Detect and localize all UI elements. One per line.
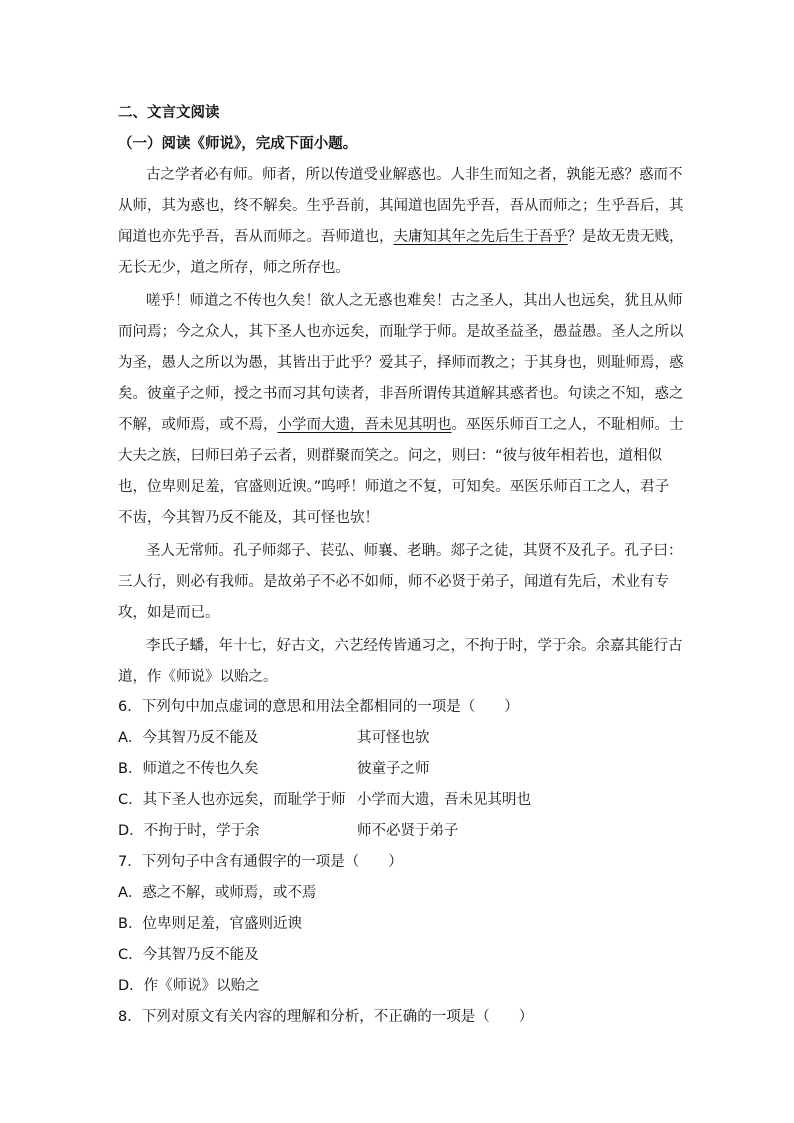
passage-line: 矣。彼童子之师，授之书而习其句读者，非吾所谓传其道解其惑者也。句读之不知，惑之 <box>118 386 684 402</box>
passage-line: 嗟乎！师道之不传也久矣！欲人之无惑也难矣！古之圣人，其出人也远矣，犹且从师 <box>146 293 683 309</box>
underlined-sentence: 夫庸知其年之先后生于吾乎 <box>393 229 568 245</box>
passage-text: 闻道也亦先乎吾，吾从而师之。吾师道也， <box>118 229 394 245</box>
subsection-title: （一）阅读《师说》，完成下面小题。 <box>118 136 358 152</box>
passage-line: 为圣，愚人之所以为愚，其皆出于此乎？爱其子，择师而教之；于其身也，则耻师焉，惑 <box>118 355 684 371</box>
passage-line: 无长无少，道之所存，师之所存也。 <box>118 260 350 276</box>
option-b: B．位卑则足羞，官盛则近谀 <box>118 916 302 932</box>
question-stem: 7．下列句子中含有通假字的一项是（ ） <box>118 854 403 870</box>
passage-line: 攻，如是而已。 <box>118 605 220 621</box>
passage-line: 而问焉；今之众人，其下圣人也亦远矣，而耻学于师。是故圣益圣，愚益愚。圣人之所以 <box>118 324 684 340</box>
option-c-left: C．其下圣人也亦远矣，而耻学于师 <box>118 792 346 808</box>
passage-text: 。巫医乐师百工之人，不耻相师。士 <box>451 417 684 433</box>
passage-line: 大夫之族，曰师曰弟子云者，则群聚而笑之。问之，则曰：“彼与彼年相若也，道相似 <box>118 448 663 464</box>
passage-line: 也，位卑则足羞，官盛则近谀。”呜呼！师道之不复，可知矣。巫医乐师百工之人，君子 <box>118 479 670 495</box>
question-stem: 6．下列句中加点虚词的意思和用法全都相同的一项是（ ） <box>118 699 519 715</box>
passage-text: ？是故无贵无贱， <box>567 229 684 245</box>
passage-line: 从师，其为惑也，终不解矣。生乎吾前，其闻道也固先乎吾，吾从而师之；生乎吾后，其 <box>118 198 684 214</box>
passage-line <box>118 227 684 247</box>
passage-line: 圣人无常师。孔子师郯子、苌弘、师襄、老聃。郯子之徒，其贤不及孔子。孔子曰： <box>146 543 683 559</box>
option-a: A．惑之不解，或师焉，或不焉 <box>118 885 317 901</box>
passage-line: 三人行，则必有我师。是故弟子不必不如师，师不必贤于弟子，闻道有先后，术业有专 <box>118 574 669 590</box>
option-b-right: 彼童子之师 <box>357 761 430 777</box>
option-c: C．今其智乃反不能及 <box>118 947 259 963</box>
underlined-sentence: 小学而大遗，吾未见其明也 <box>277 417 452 433</box>
option-c-right: 小学而大遗，吾未见其明也 <box>357 792 531 808</box>
option-b-left: B．师道之不传也久矣 <box>118 761 259 777</box>
option-a-left: A．今其智乃反不能及 <box>118 730 259 746</box>
question-stem: 8．下列对原文有关内容的理解和分析，不正确的一项是（ ） <box>118 1009 534 1025</box>
passage-text: 不解，或师焉，或不焉， <box>118 417 278 433</box>
section-title: 二、文言文阅读 <box>118 105 220 121</box>
passage-line: 古之学者必有师。师者，所以传道受业解惑也。人非生而知之者，孰能无惑？惑而不 <box>146 167 683 183</box>
passage-line: 道，作《师说》以贻之。 <box>118 669 278 685</box>
passage-line: 不齿，今其智乃反不能及，其可怪也欤！ <box>118 510 379 526</box>
option-d: D．作《师说》以贻之 <box>118 978 260 994</box>
option-d-left: D．不拘于时，学于余 <box>118 823 260 839</box>
option-a-right: 其可怪也欤 <box>357 730 430 746</box>
passage-line: 李氏子蟠，年十七，好古文，六艺经传皆通习之，不拘于时，学于余。余嘉其能行古 <box>146 638 683 654</box>
passage-line <box>118 415 684 435</box>
option-d-right: 师不必贤于弟子 <box>357 823 459 839</box>
